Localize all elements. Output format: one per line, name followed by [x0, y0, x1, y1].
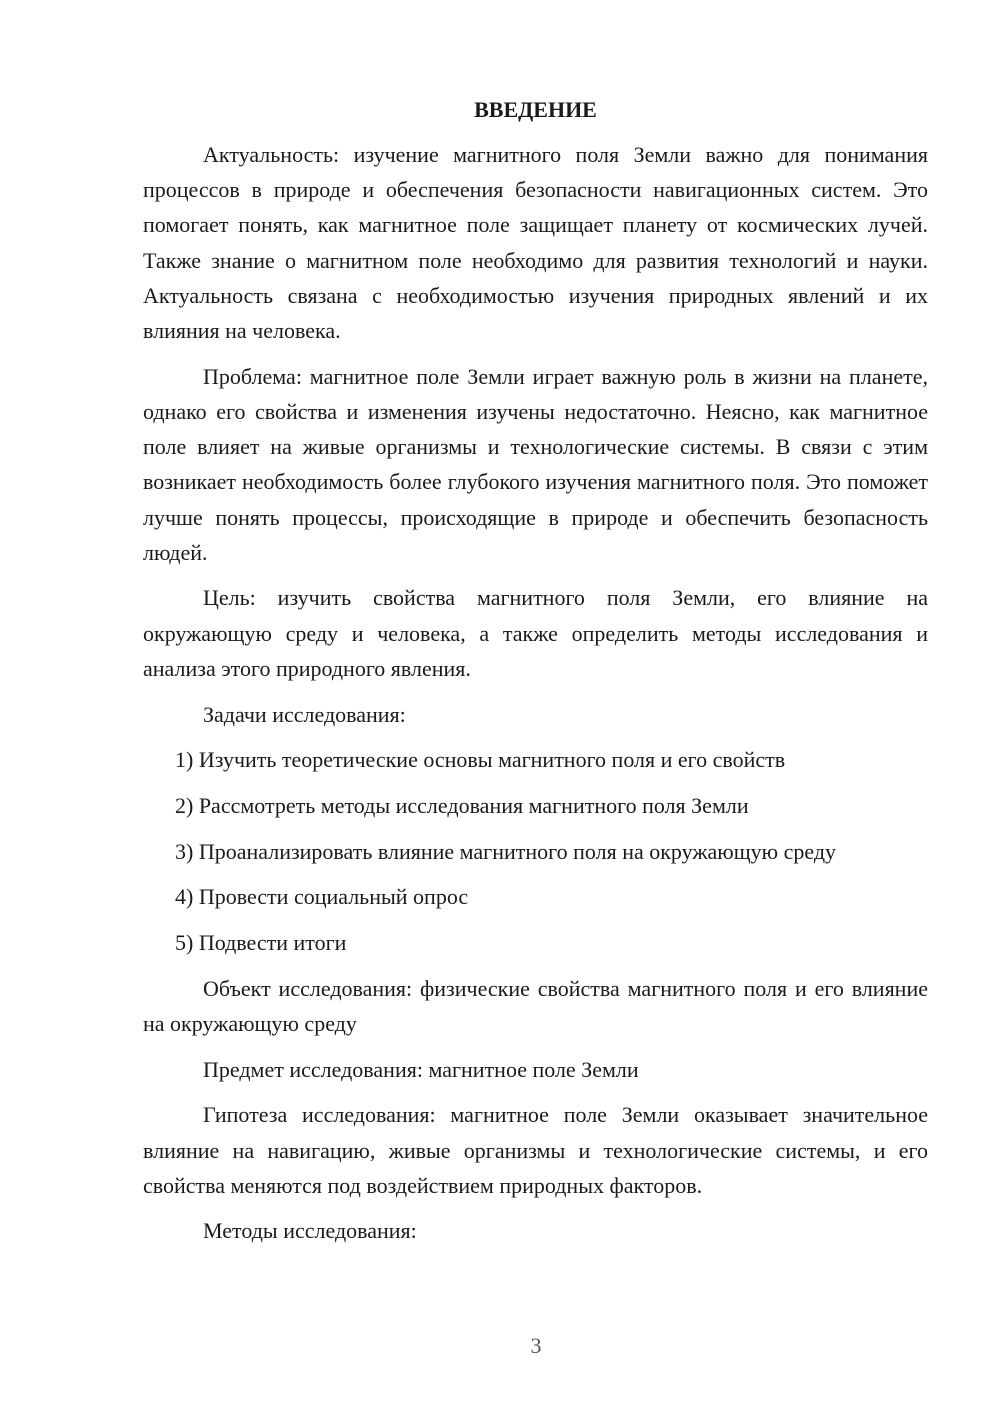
relevance-paragraph: Актуальность: изучение магнитного поля Земли важно для понимания процессов в природе и обеспечения безопасности навигационных систем. Это помогает понять, как магнитное поле защищает планету от космических лучей. Также знание о магнитном поле необходимо для развития технологий и науки. Актуальность связана с необходимостью изучения природных явлений и их влияния на человека.	[143, 142, 928, 344]
task-item: 5) Подвести итоги	[175, 930, 347, 956]
task-item: 2) Рассмотреть методы исследования магнитного поля Земли	[175, 792, 749, 818]
task-item: 1) Изучить теоретические основы магнитного поля и его свойств	[175, 747, 786, 773]
goal-paragraph: Цель: изучить свойства магнитного поля Земли, его влияние на окружающую среду и человека, а также определить методы исследования и анализа этого природного явления.	[143, 585, 928, 681]
methods-title: Методы исследования:	[203, 1218, 417, 1244]
page-number: 3	[530, 1333, 542, 1358]
task-item: 4) Провести социальный опрос	[175, 884, 469, 910]
hypothesis-paragraph: Гипотеза исследования: магнитное поле Земли оказывает значительное влияние на навигацию, живые организмы и технологические системы, и его свойства меняются под воздействием природных факторов.	[143, 1102, 928, 1198]
tasks-title: Задачи исследования:	[203, 701, 406, 727]
subject-paragraph: Предмет исследования: магнитное поле Земли	[203, 1056, 639, 1082]
document-page	[143, 92, 928, 1259]
task-item: 3) Проанализировать влияние магнитного поля на окружающую среду	[175, 838, 837, 864]
tasks-list	[143, 742, 928, 960]
section-heading: ВВЕДЕНИЕ	[474, 97, 597, 122]
object-paragraph: Объект исследования: физические свойства магнитного поля и его влияние на окружающую среду	[143, 975, 928, 1036]
problem-paragraph: Проблема: магнитное поле Земли играет важную роль в жизни на планете, однако его свойства и изменения изучены недостаточно. Неясно, как магнитное поле влияет на живые организмы и технологические системы. В связи с этим возникает необходимость более глубокого изучения магнитного поля. Это поможет лучше понять процессы, происходящие в природе и обеспечить безопасность людей.	[143, 363, 928, 565]
